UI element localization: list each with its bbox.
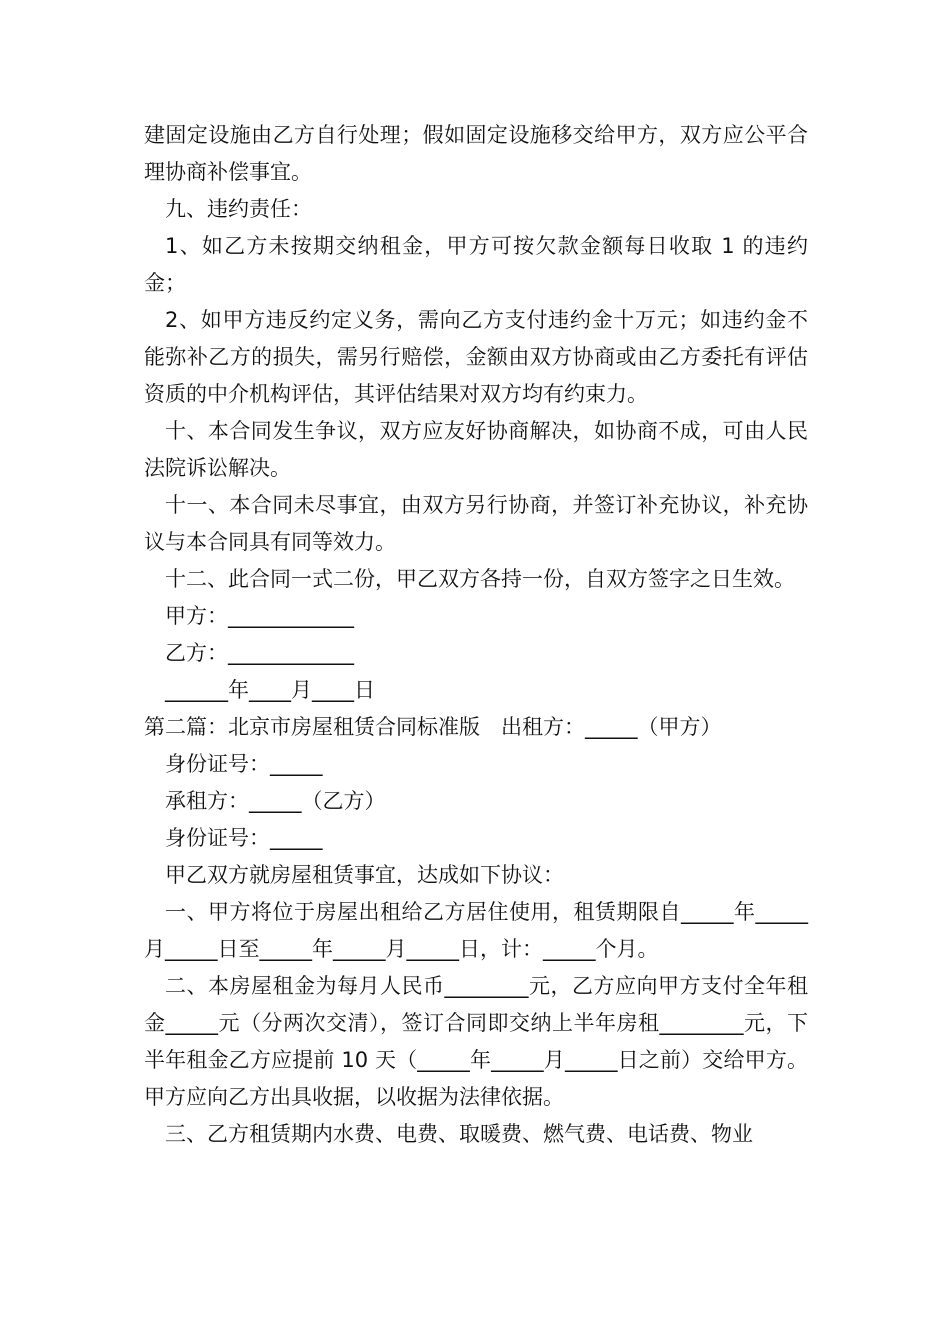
lessee-id-number: 身份证号：_____: [165, 826, 323, 850]
paragraph-late-rent-penalty: 1、如乙方未按期交纳租金，甲方可按欠款金额每日收取 1 的违约金；: [144, 234, 808, 295]
paragraph-disputes: 十、本合同发生争议，双方应友好协商解决，如协商不成，可由人民法院诉讼解决。: [144, 419, 808, 480]
heading-breach-liability: 九、违约责任：: [165, 197, 312, 221]
signature-date: ______年____月____日: [165, 678, 375, 702]
signature-party-a: 甲方：____________: [165, 604, 354, 628]
section-title-part-two: 第二篇：北京市房屋租赁合同标准版 出租方：_____（甲方）: [144, 715, 722, 739]
agreement-intro: 甲乙双方就房屋租赁事宜，达成如下协议：: [165, 863, 564, 887]
lessor-id-number: 身份证号：_____: [165, 752, 323, 776]
clause-two-rent: 二、本房屋租金为每月人民币________元，乙方应向甲方支付全年租金_____元（分两次交清），签订合同即交纳上半年房租________元，下半年租金乙方应提前 10 天（_____年_____月_____日之前）交给甲方。甲方应向乙方出具收据，以收据为法律依据。: [144, 974, 808, 1109]
document-page: [144, 117, 808, 1153]
paragraph-landlord-breach: 2、如甲方违反约定义务，需向乙方支付违约金十万元；如违约金不能弥补乙方的损失，需另行赔偿，金额由双方协商或由乙方委托有评估资质的中介机构评估，其评估结果对双方均有约束力。: [144, 308, 808, 406]
paragraph-fixed-facilities: 建固定设施由乙方自行处理；假如固定设施移交给甲方，双方应公平合理协商补偿事宜。: [144, 123, 808, 184]
paragraph-copies-effect: 十二、此合同一式二份，甲乙双方各持一份，自双方签字之日生效。: [165, 567, 795, 591]
signature-party-b: 乙方：____________: [165, 641, 354, 665]
clause-one-lease-term: 一、甲方将位于房屋出租给乙方居住使用，租赁期限自_____年_____月_____日至_____年_____月_____日，计：_____个月。: [144, 900, 808, 961]
clause-three-utilities: 三、乙方租赁期内水费、电费、取暖费、燃气费、电话费、物业: [165, 1122, 753, 1146]
paragraph-supplementary-agreement: 十一、本合同未尽事宜，由双方另行协商，并签订补充协议，补充协议与本合同具有同等效力。: [144, 493, 808, 554]
lessee-line: 承租方：_____（乙方）: [165, 789, 386, 813]
